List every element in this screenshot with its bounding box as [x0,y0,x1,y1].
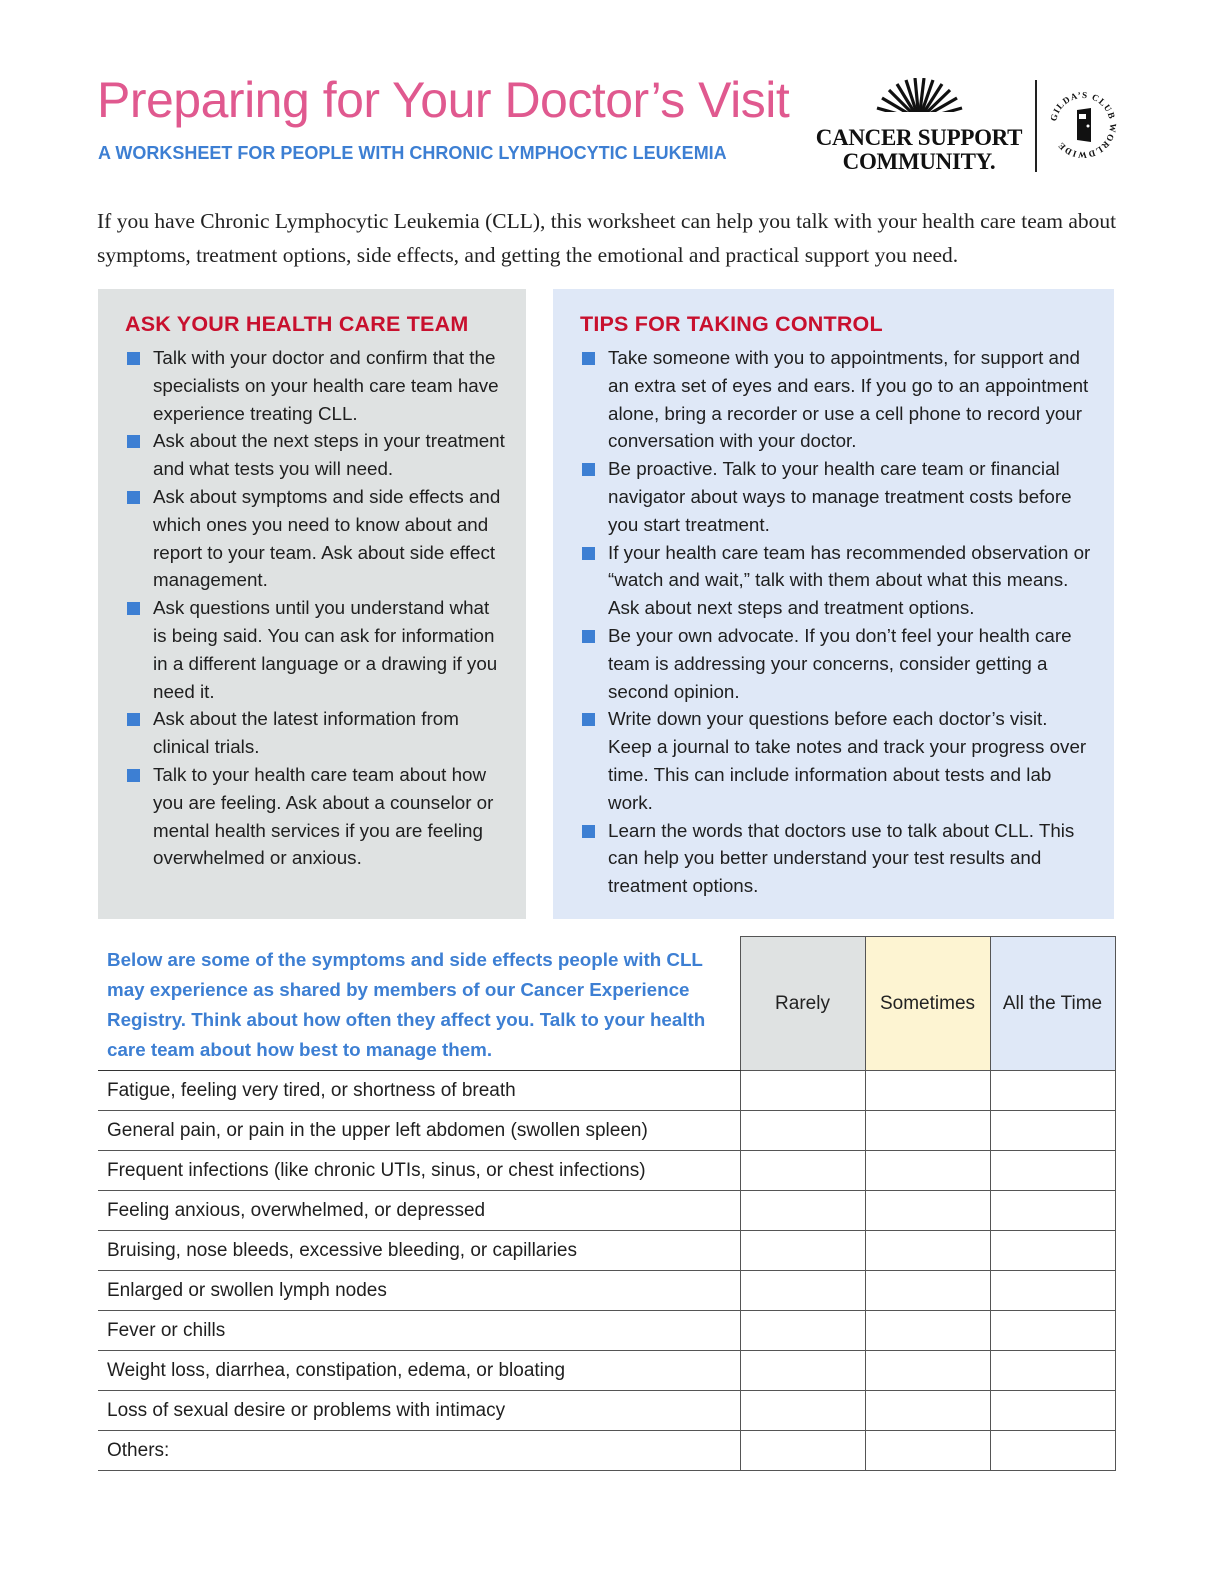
square-bullet-icon [127,435,140,448]
page-title: Preparing for Your Doctor’s Visit [97,72,790,128]
table-row [98,1151,1115,1191]
square-bullet-icon [127,602,140,615]
list-item [580,817,1094,900]
list-item-text: Ask about the next steps in your treatment and what tests you will need. [153,430,505,480]
symptom-label: Loss of sexual desire or problems with intimacy [98,1391,740,1431]
sometimes-checkbox-cell[interactable] [865,1191,990,1231]
sunburst-icon [871,78,967,122]
symptom-label: Feeling anxious, overwhelmed, or depressed [98,1191,740,1231]
list-item [580,344,1094,455]
list-item [125,761,506,872]
list-item-text: Ask about symptoms and side effects and which ones you need to know about and report to your team. Ask about side effect management. [153,485,501,591]
list-item-text: Learn the words that doctors use to talk about CLL. This can help you better understand your test results and treatment options. [608,819,1075,897]
list-item-text: Ask questions until you understand what is being said. You can ask for information in a different language or a drawing if you need it. [153,597,498,702]
table-row [98,1431,1115,1471]
square-bullet-icon [582,463,595,476]
list-item-text: Talk to your health care team about how you are feeling. Ask about a counselor or mental health services if you are feeling overwhelmed or anxious. [153,763,494,869]
list-item-text: Talk with your doctor and confirm that the specialists on your health care team have experience treating CLL. [153,347,499,424]
list-item [125,594,506,705]
table-description: Below are some of the symptoms and side effects people with CLL may experience as shared by members of our Cancer Experience Registry. Think about how often they affect you. Talk to your health care team about how best to manage them. [98,937,740,1071]
table-row [98,1351,1115,1391]
list-item [580,455,1094,538]
rarely-checkbox-cell[interactable] [740,1311,865,1351]
sometimes-checkbox-cell[interactable] [865,1151,990,1191]
list-item [580,539,1094,622]
list-item-text: If your health care team has recommended observation or “watch and wait,” talk with them about what this means. Ask about next steps and treatment options. [608,541,1091,619]
all-the-time-checkbox-cell[interactable] [990,1071,1115,1111]
logo-line-2: COMMUNITY. [842,149,996,174]
ask-team-list [125,344,506,872]
sometimes-checkbox-cell[interactable] [865,1271,990,1311]
list-item-text: Be your own advocate. If you don’t feel your health care team is addressing your concerns, consider getting a second opinion. [608,624,1072,702]
rarely-checkbox-cell[interactable] [740,1231,865,1271]
sometimes-checkbox-cell[interactable] [865,1311,990,1351]
ask-team-heading: ASK YOUR HEALTH CARE TEAM [125,312,469,336]
sometimes-checkbox-cell[interactable] [865,1431,990,1471]
table-row [98,1231,1115,1271]
ask-team-panel [98,289,526,919]
all-the-time-checkbox-cell[interactable] [990,1431,1115,1471]
gildas-club-seal-icon [1046,88,1120,162]
symptom-label: Fatigue, feeling very tired, or shortness of breath [98,1071,740,1111]
rarely-checkbox-cell[interactable] [740,1071,865,1111]
tips-heading: TIPS FOR TAKING CONTROL [580,312,883,336]
rarely-checkbox-cell[interactable] [740,1351,865,1391]
column-header-rarely: Rarely [740,937,865,1071]
seal-text: GILDA’S CLUB WORLDWIDE [1048,89,1119,161]
rarely-checkbox-cell[interactable] [740,1111,865,1151]
square-bullet-icon [127,713,140,726]
rarely-checkbox-cell[interactable] [740,1431,865,1471]
tips-list [580,344,1094,900]
square-bullet-icon [582,547,595,560]
table-header-row [98,937,1115,1071]
list-item [125,705,506,761]
square-bullet-icon [582,825,595,838]
sometimes-checkbox-cell[interactable] [865,1071,990,1111]
column-header-sometimes: Sometimes [865,937,990,1071]
table-row [98,1111,1115,1151]
list-item-text: Ask about the latest information from clinical trials. [153,708,459,758]
square-bullet-icon [127,491,140,504]
symptom-label: Weight loss, diarrhea, constipation, edema, or bloating [98,1351,740,1391]
sometimes-checkbox-cell[interactable] [865,1231,990,1271]
table-row [98,1391,1115,1431]
tips-panel [553,289,1114,919]
list-item-text: Write down your questions before each doctor’s visit. Keep a journal to take notes and track your progress over time. This can include information about tests and lab work. [608,708,1087,813]
list-item [125,344,506,427]
symptom-label: Enlarged or swollen lymph nodes [98,1271,740,1311]
all-the-time-checkbox-cell[interactable] [990,1271,1115,1311]
table-row [98,1071,1115,1111]
sometimes-checkbox-cell[interactable] [865,1391,990,1431]
rarely-checkbox-cell[interactable] [740,1271,865,1311]
sometimes-checkbox-cell[interactable] [865,1351,990,1391]
cancer-support-community-logo [808,78,1118,178]
page-subtitle: A WORKSHEET FOR PEOPLE WITH CHRONIC LYMPHOCYTIC LEUKEMIA [98,143,727,163]
all-the-time-checkbox-cell[interactable] [990,1351,1115,1391]
rarely-checkbox-cell[interactable] [740,1391,865,1431]
column-header-all-the-time: All the Time [990,937,1115,1071]
square-bullet-icon [582,630,595,643]
list-item [125,483,506,594]
intro-paragraph: If you have Chronic Lymphocytic Leukemia (CLL), this worksheet can help you talk with your health care team about symptoms, treatment options, side effects, and getting the emotional and practical support you need. [97,209,1117,267]
square-bullet-icon [127,769,140,782]
all-the-time-checkbox-cell[interactable] [990,1231,1115,1271]
sometimes-checkbox-cell[interactable] [865,1111,990,1151]
list-item [580,705,1094,816]
rarely-checkbox-cell[interactable] [740,1191,865,1231]
logo-divider [1035,80,1037,172]
logo-wordmark [808,126,1030,174]
list-item-text: Take someone with you to appointments, for support and an extra set of eyes and ears. If you go to an appointment alone, bring a recorder or use a cell phone to record your conversation with your doctor. [608,347,1089,452]
list-item-text: Be proactive. Talk to your health care team or financial navigator about ways to manage treatment costs before you start treatment. [608,458,1072,535]
symptom-frequency-table [98,936,1116,1471]
list-item [580,622,1094,705]
symptom-label: Fever or chills [98,1311,740,1351]
all-the-time-checkbox-cell[interactable] [990,1111,1115,1151]
symptom-label: Frequent infections (like chronic UTIs, sinus, or chest infections) [98,1151,740,1191]
all-the-time-checkbox-cell[interactable] [990,1391,1115,1431]
square-bullet-icon [582,352,595,365]
table-row [98,1271,1115,1311]
logo-line-1: CANCER SUPPORT [815,125,1023,150]
square-bullet-icon [127,352,140,365]
all-the-time-checkbox-cell[interactable] [990,1151,1115,1191]
symptom-label: Others: [98,1431,740,1471]
table-row [98,1311,1115,1351]
all-the-time-checkbox-cell[interactable] [990,1311,1115,1351]
table-row [98,1191,1115,1231]
square-bullet-icon [582,713,595,726]
symptom-label: General pain, or pain in the upper left abdomen (swollen spleen) [98,1111,740,1151]
list-item [125,427,506,483]
all-the-time-checkbox-cell[interactable] [990,1191,1115,1231]
symptom-label: Bruising, nose bleeds, excessive bleeding, or capillaries [98,1231,740,1271]
rarely-checkbox-cell[interactable] [740,1151,865,1191]
